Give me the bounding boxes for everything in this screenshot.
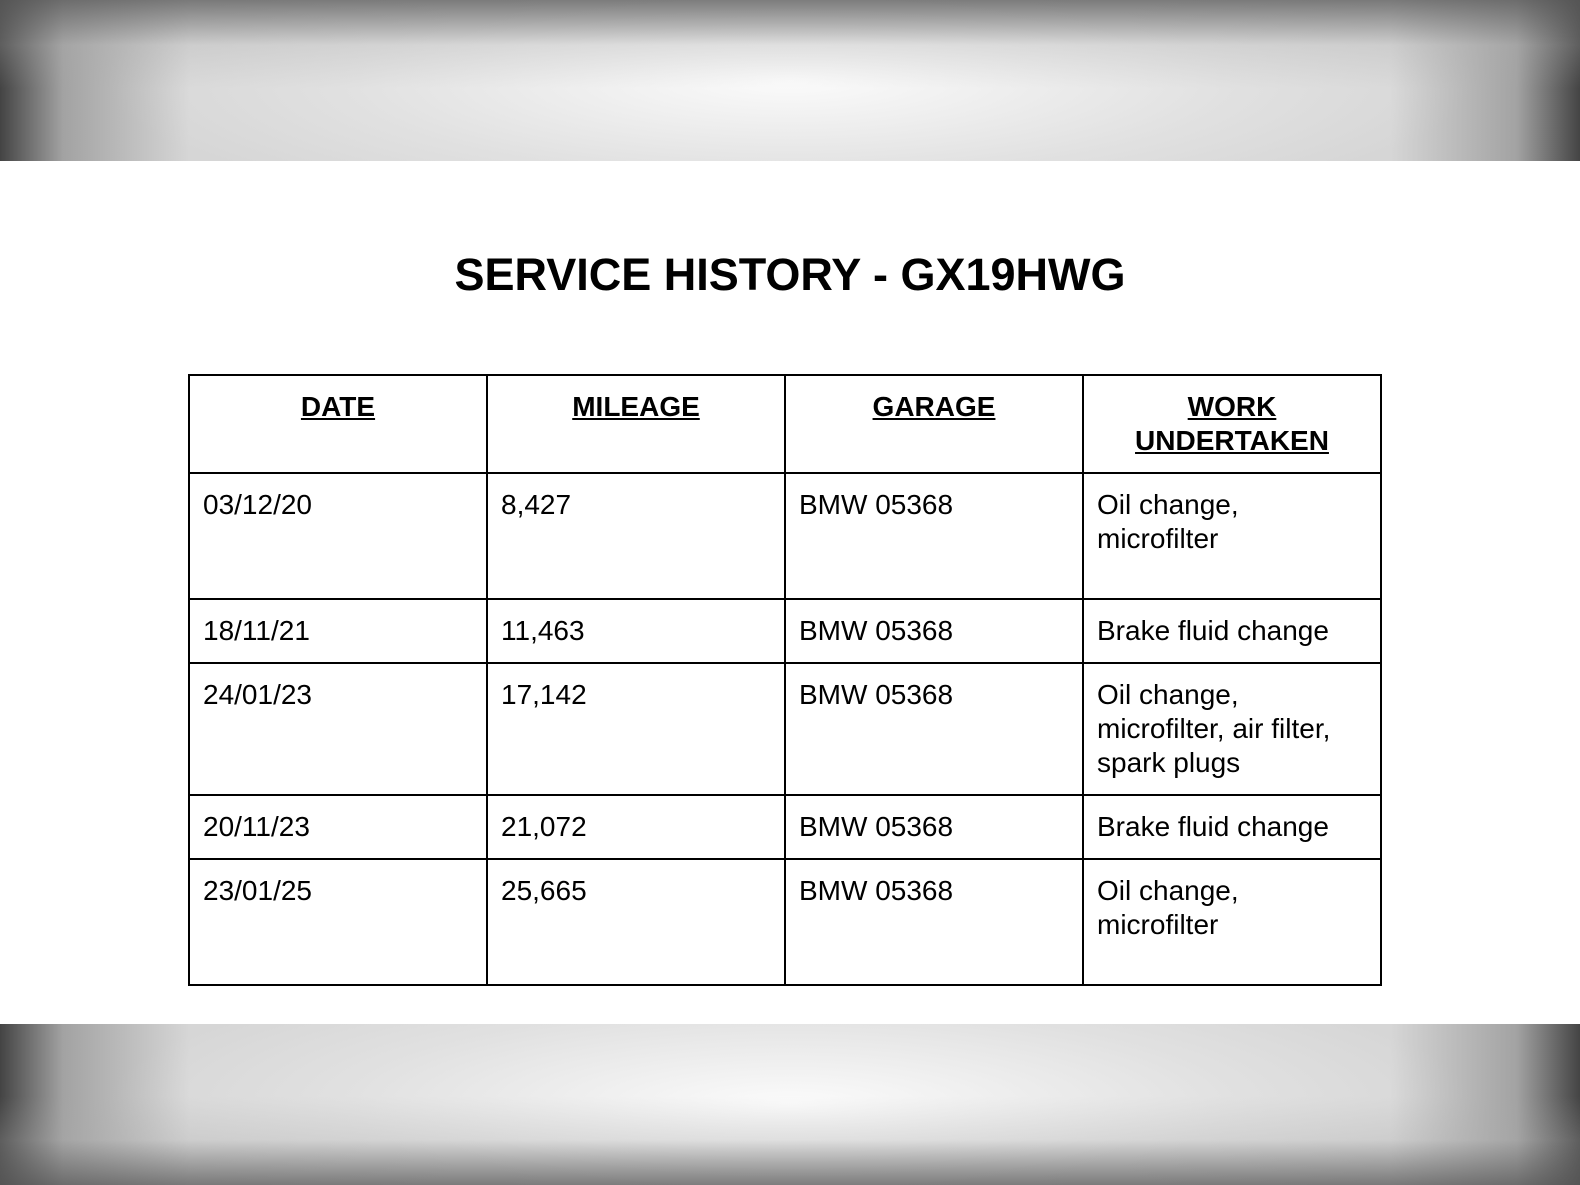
table-row: [189, 663, 1381, 795]
table-row: [189, 795, 1381, 859]
cell-work: Oil change, microfilter: [1083, 859, 1381, 985]
cell-mileage: 25,665: [487, 859, 785, 985]
document-title: SERVICE HISTORY - GX19HWG: [454, 249, 1126, 300]
cell-date: 23/01/25: [189, 859, 487, 985]
cell-date: 24/01/23: [189, 663, 487, 795]
top-vignette-band: [0, 0, 1580, 161]
cell-mileage: 17,142: [487, 663, 785, 795]
header-date: DATE: [189, 375, 487, 473]
cell-work: Brake fluid change: [1083, 795, 1381, 859]
cell-mileage: 11,463: [487, 599, 785, 663]
cell-garage: BMW 05368: [785, 795, 1083, 859]
cell-date: 20/11/23: [189, 795, 487, 859]
table-row: [189, 859, 1381, 985]
cell-work: Oil change, microfilter, air filter, spark plugs: [1083, 663, 1381, 795]
cell-garage: BMW 05368: [785, 599, 1083, 663]
cell-date: 18/11/21: [189, 599, 487, 663]
header-work-undertaken: WORK UNDERTAKEN: [1083, 375, 1381, 473]
cell-garage: BMW 05368: [785, 473, 1083, 599]
cell-mileage: 8,427: [487, 473, 785, 599]
header-mileage: MILEAGE: [487, 375, 785, 473]
cell-mileage: 21,072: [487, 795, 785, 859]
cell-garage: BMW 05368: [785, 663, 1083, 795]
cell-work: Oil change, microfilter: [1083, 473, 1381, 599]
cell-date: 03/12/20: [189, 473, 487, 599]
service-history-table: [188, 374, 1382, 986]
bottom-vignette-band: [0, 1024, 1580, 1185]
cell-garage: BMW 05368: [785, 859, 1083, 985]
cell-work: Brake fluid change: [1083, 599, 1381, 663]
header-garage: GARAGE: [785, 375, 1083, 473]
table-row: [189, 473, 1381, 599]
table-row: [189, 599, 1381, 663]
table-header-row: [189, 375, 1381, 473]
